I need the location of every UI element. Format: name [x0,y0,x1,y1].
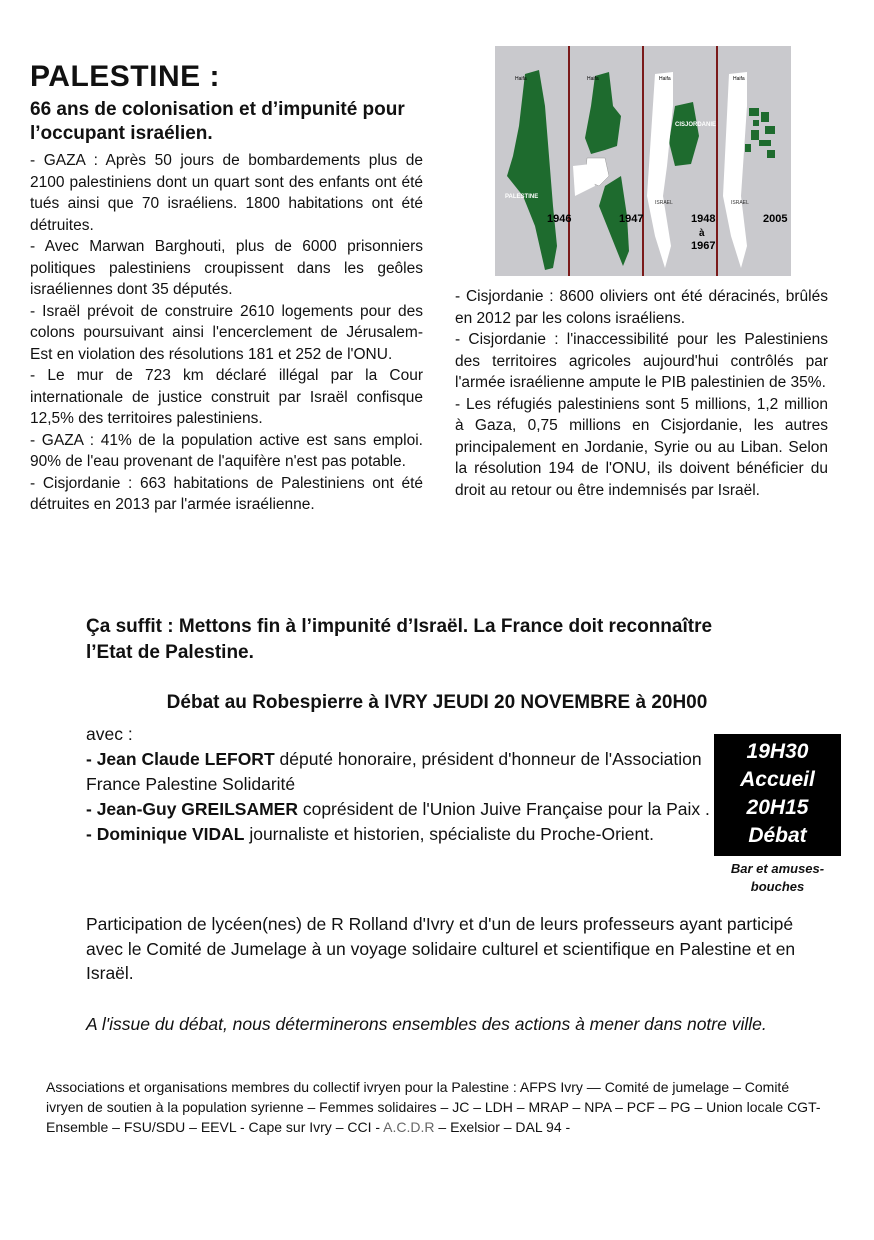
map-label-haifa: Haifa [587,76,599,82]
participation-text: Participation de lycéen(nes) de R Rolland d'Ivry et d'un de leurs professeurs ayant participé avec le Comité de Jumelage à un voyage solidaire culturel et scientifique en Palestine et en Israël. [86,914,796,983]
map-israel-1967 [647,72,673,268]
map-label-haifa: Haifa [733,76,745,82]
callout-text: : Mettons fin à l’impunité d’Israël. La France doit reconnaître l’Etat de Palestine. [86,616,713,663]
palestine-maps-image [495,46,791,276]
map-label-israel: ISRAEL [731,200,749,206]
maps-svg [495,46,791,276]
left-column [30,150,423,516]
guest-item [86,797,726,822]
fact-paragraph: - Cisjordanie : 8600 oliviers ont été déracinés, brûlés en 2012 par les colons israéliens. [455,288,828,327]
guest-name: - Jean-Guy GREILSAMER [86,799,298,819]
map-year-1967: 1967 [691,240,716,252]
fact-paragraph: - Avec Marwan Barghouti, plus de 6000 prisonniers politiques palestiniens croupissent dans les geôles israéliennes dont 35 députés. [30,238,423,298]
schedule-line: 20H15 [746,796,809,819]
map-land-cisjordanie [669,102,699,166]
map-year-1946: 1946 [547,213,572,225]
map-white-1947 [573,164,595,196]
schedule-box [714,734,841,856]
guest-item [86,747,726,797]
map-label-israel: ISRAEL [655,200,673,206]
callout [86,614,746,666]
right-column [455,286,828,501]
map-label-palestine: PALESTINE [505,194,539,200]
fact-paragraph: - GAZA : Après 50 jours de bombardements plus de 2100 palestiniens dont un quart sont des enfants ont été tués ainsi que 70 israéliens. 1800 habitations ont été détruites. [30,152,423,234]
fact-paragraph: - Israël prévoit de construire 2610 logements pour des colons poursuivant ainsi l'encerclement de Jérusalem-Est en violation des résolutions 181 et 252 de l'ONU. [30,302,423,363]
guest-list [86,722,726,847]
guest-item [86,822,726,847]
conclusion-text: A l'issue du débat, nous déterminerons ensembles des actions à mener dans notre ville. [86,1014,767,1034]
page-subtitle: 66 ans de colonisation et d’impunité pour l’occupant israélien. [30,99,405,144]
fact-paragraph: - Le mur de 723 km déclaré illégal par la Cour internationale de justice construit par Israël confisque 12,5% des territoires palestiniens. [30,367,423,427]
map-year-a: à [699,228,705,239]
map-label-haifa: Haifa [515,76,527,82]
fact-paragraph: - GAZA : 41% de la population active est sans emploi. 90% de l'eau provenant de l'aquifère n'est pas potable. [30,431,423,470]
bar-note: Bar et amuses-bouches [730,861,825,894]
map-land-1946 [507,70,557,270]
guests-intro: avec : [86,724,133,744]
fact-paragraph: - Les réfugiés palestiniens sont 5 millions, 1,2 million à Gaza, 0,75 millions en Cisjordanie, les autres principalement en Jordanie, Syrie ou au Liban. Selon la résolution 194 de l'ONU, ils doivent bénéficier du droit au retour ou être indemnisés par Israël. [455,395,828,499]
map-label-cisjordanie: CISJORDANIE [675,122,717,128]
footer-acdr: A.C.D.R [383,1119,435,1135]
schedule-line: 19H30 [746,740,809,763]
map-israel-2005 [723,72,747,268]
footer-organizations [46,1077,826,1137]
guest-name: - Jean Claude LEFORT [86,749,275,769]
page-title: PALESTINE : [30,60,220,93]
map-land-1947-north [585,72,621,154]
callout-lead: Ça suffit [86,616,162,637]
fact-paragraph: - Cisjordanie : 663 habitations de Palestiniens ont été détruites en 2013 par l'armée israélienne. [30,474,423,513]
schedule-line: Débat [748,824,807,847]
footer-end: – Exelsior – DAL 94 - [434,1119,571,1135]
debate-heading: Débat au Robespierre à IVRY JEUDI 20 NOVEMBRE à 20H00 [166,692,708,713]
map-year-1948: 1948 [691,213,716,225]
guest-name: - Dominique VIDAL [86,824,245,844]
fact-paragraph: - Cisjordanie : l'inaccessibilité pour les Palestiniens des territoires agricoles aujourd'hui contrôlés par l'armée israélienne ampute le PIB palestinien de 35%. [455,331,828,391]
map-year-1947: 1947 [619,213,644,225]
guest-desc: journaliste et historien, spécialiste du Proche-Orient. [244,824,654,844]
map-year-2005: 2005 [763,213,788,225]
guest-desc: député honoraire, président d'honneur de l'Association France Palestine Solidarité [86,749,702,794]
guest-desc: coprésident de l'Union Juive Française pour la Paix . [297,799,710,819]
map-label-haifa: Haifa [659,76,671,82]
schedule-line: Accueil [740,768,815,791]
footer-text: Associations et organisations membres du collectif ivryen pour la Palestine : AFPS Ivry — Comité de jumelage – Comité ivryen de soutien à la population syrienne – Femmes solidaires – JC – LDH – MRAP – NPA – PCF – PG – Union locale CGT- Ensemble – FSU/SDU – EEVL - Cape sur Ivry – CCI - [46,1079,821,1135]
